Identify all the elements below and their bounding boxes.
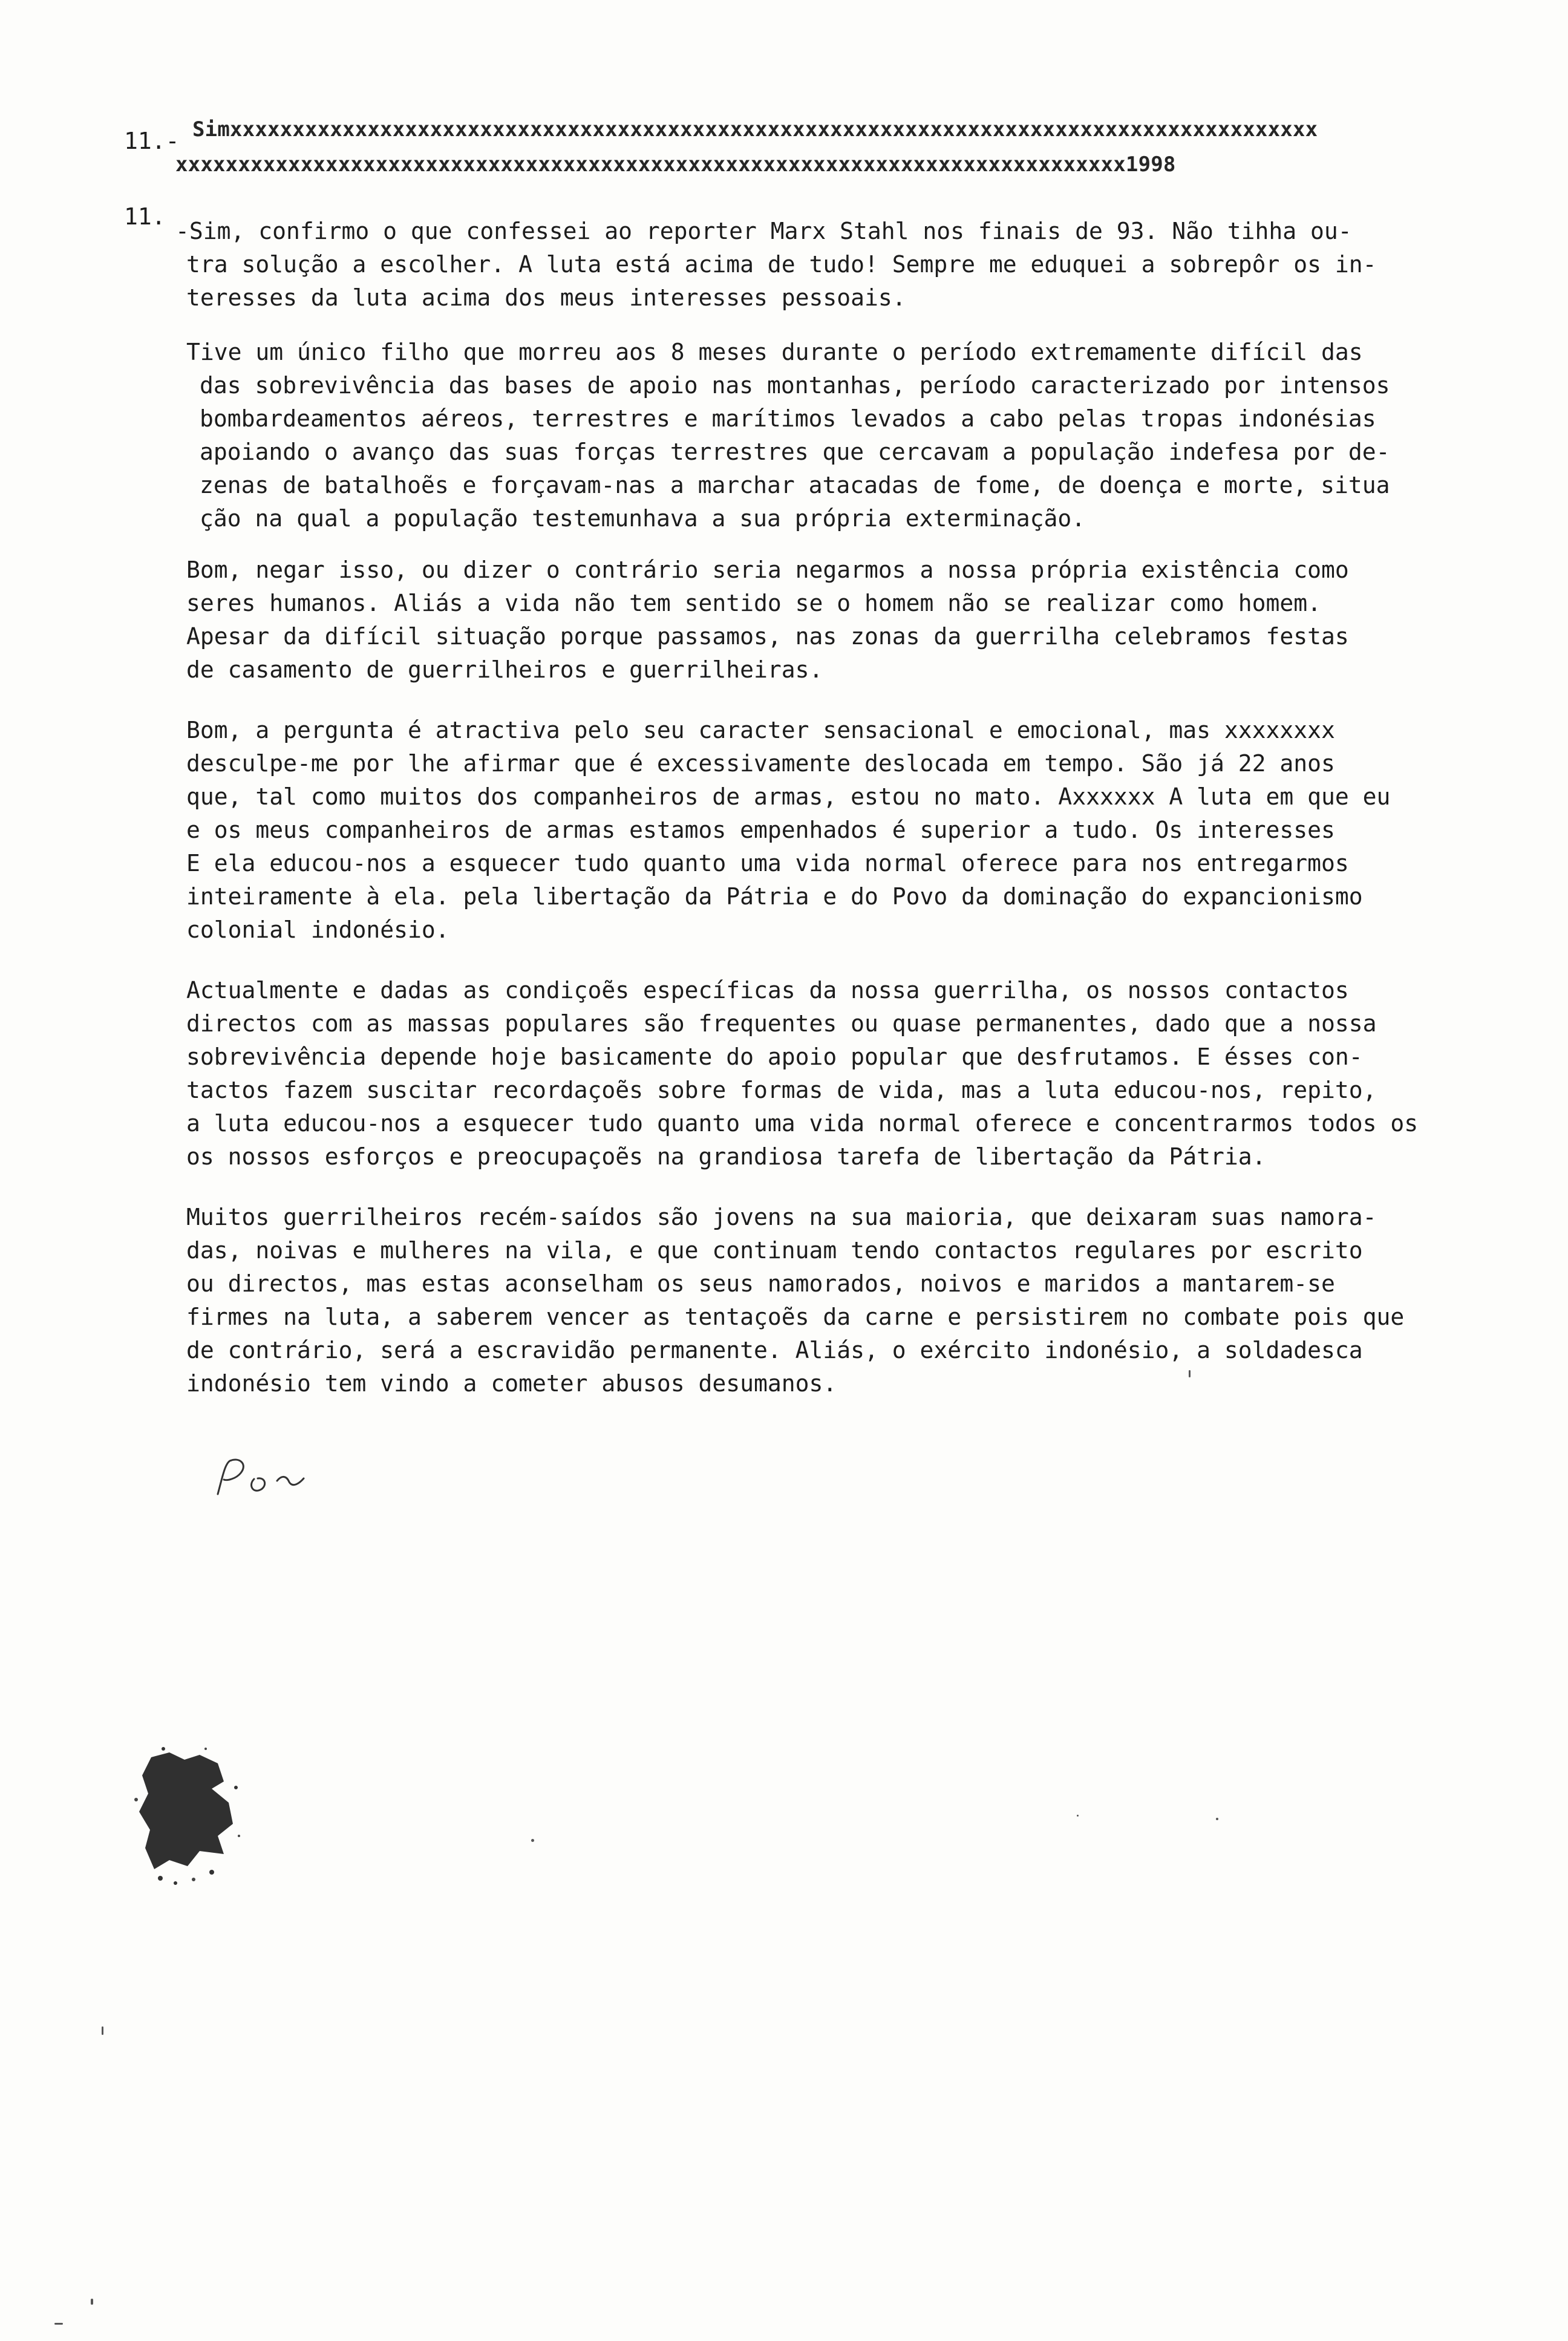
text-line: firmes na luta, a saberem vencer as tentaçoẽs da carne e persistirem no combate pois que (186, 1304, 1405, 1330)
scan-speck (91, 2299, 93, 2305)
text-line: Tive um único filho que morreu aos 8 meses durante o período extremamente difícil das (186, 339, 1363, 365)
text-line: indonésio tem vindo a cometer abusos desumanos. (186, 1370, 837, 1397)
text-line: de contrário, será a escravidão permanente. Aliás, o exército indonésio, a soldadesca (186, 1337, 1363, 1363)
text-line: Actualmente e dadas as condiçoẽs específicas da nossa guerrilha, os nossos contactos (186, 977, 1349, 1004)
scan-speck (531, 1839, 534, 1842)
text-line: desculpe-me por lhe afirmar que é excessivamente deslocada em tempo. São já 22 anos (186, 750, 1335, 777)
text-line: E ela educou-nos a esquecer tudo quanto uma vida normal oferece para nos entregarmos (186, 850, 1349, 877)
scan-speck (1077, 1815, 1079, 1817)
paragraph-2 (186, 336, 1390, 535)
paragraph-5 (186, 974, 1418, 1174)
text-line: bombardeamentos aéreos, terrestres e marítimos levados a cabo pelas tropas indonésias (200, 405, 1376, 432)
scan-speck (1216, 1818, 1218, 1820)
text-line: tra solução a escolher. A luta está acima de tudo! Sempre me eduquei a sobrepôr os in- (186, 251, 1377, 278)
paragraph-4 (186, 714, 1390, 947)
text-line: seres humanos. Aliás a vida não tem sentido se o homem não se realizar como homem. (186, 590, 1321, 616)
text-line: zenas de batalhoẽs e forçavam-nas a marchar atacadas de fome, de doença e morte, situa (200, 472, 1390, 498)
text-line: apoiando o avanço das suas forças terrestres que cercavam a população indefesa por de- (200, 439, 1390, 465)
text-line: ou directos, mas estas aconselham os seus namorados, noivos e maridos a mantarem-se (186, 1270, 1335, 1297)
text-line: -Sim, confirmo o que confessei ao reporter Marx Stahl nos finais de 93. Não tihha ou- (175, 218, 1352, 244)
text-line: ção na qual a população testemunhava a sua própria exterminação. (200, 505, 1086, 532)
paragraph-6 (186, 1201, 1404, 1400)
text-line: das sobrevivência das bases de apoio nas montanhas, período caracterizado por intensos (200, 372, 1390, 399)
text-line: teresses da luta acima dos meus interesses pessoais. (186, 284, 906, 311)
struck-line-2: xxxxxxxxxxxxxxxxxxxxxxxxxxxxxxxxxxxxxxxxxxxxxxxxxxxxxxxxxxxxxxxxxxxxxxxxxxxx1998 (175, 152, 1176, 177)
text-line: das, noivas e mulheres na vila, e que continuam tendo contactos regulares por escrito (186, 1237, 1363, 1264)
text-line: a luta educou-nos a esquecer tudo quanto uma vida normal oferece e concentrarmos todos os (186, 1110, 1419, 1137)
text-line: Muitos guerrilheiros recém-saídos são jovens na sua maioria, que deixaram suas namora- (186, 1204, 1377, 1230)
text-line: inteiramente à ela. pela libertação da Pátria e do Povo da dominação do expancionismo (186, 883, 1363, 910)
answer-number: 11. (124, 203, 166, 230)
text-line: Apesar da difícil situação porque passamos, nas zonas da guerrilha celebramos festas (186, 623, 1349, 650)
text-line: de casamento de guerrilheiros e guerrilheiras. (186, 656, 823, 683)
ink-blot (127, 1745, 248, 1890)
scan-speck (102, 2026, 103, 2035)
text-line: sobrevivência depende hoje basicamente do apoio popular que desfrutamos. E ésses con- (186, 1043, 1363, 1070)
paragraph-1 (175, 215, 1377, 315)
struck-line-number: 11.- (124, 128, 180, 154)
text-line: tactos fazem suscitar recordaçoẽs sobre formas de vida, mas a luta educou-nos, repito, (186, 1077, 1377, 1103)
text-line: que, tal como muitos dos companheiros de armas, estou no mato. Axxxxxx A luta em que eu (186, 783, 1391, 810)
scan-speck (1189, 1370, 1191, 1377)
text-line: colonial indonésio. (186, 916, 449, 943)
text-line: os nossos esforços e preocupaçoẽs na grandiosa tarefa de libertação da Pátria. (186, 1143, 1266, 1170)
text-line: directos com as massas populares são frequentes ou quase permanentes, dado que a nossa (186, 1010, 1377, 1037)
scan-speck (54, 2323, 63, 2325)
struck-line-1: Simxxxxxxxxxxxxxxxxxxxxxxxxxxxxxxxxxxxxxxxxxxxxxxxxxxxxxxxxxxxxxxxxxxxxxxxxxxxxxxxxxxxxxxx (192, 117, 1318, 142)
text-line: Bom, negar isso, ou dizer o contrário seria negarmos a nossa própria existência como (186, 557, 1349, 583)
text-line: e os meus companheiros de armas estamos empenhados é superior a tudo. Os interesses (186, 817, 1335, 843)
handwritten-mark (212, 1452, 315, 1506)
paragraph-3 (186, 553, 1349, 687)
text-line: Bom, a pergunta é atractiva pelo seu caracter sensacional e emocional, mas xxxxxxxx (186, 717, 1335, 743)
